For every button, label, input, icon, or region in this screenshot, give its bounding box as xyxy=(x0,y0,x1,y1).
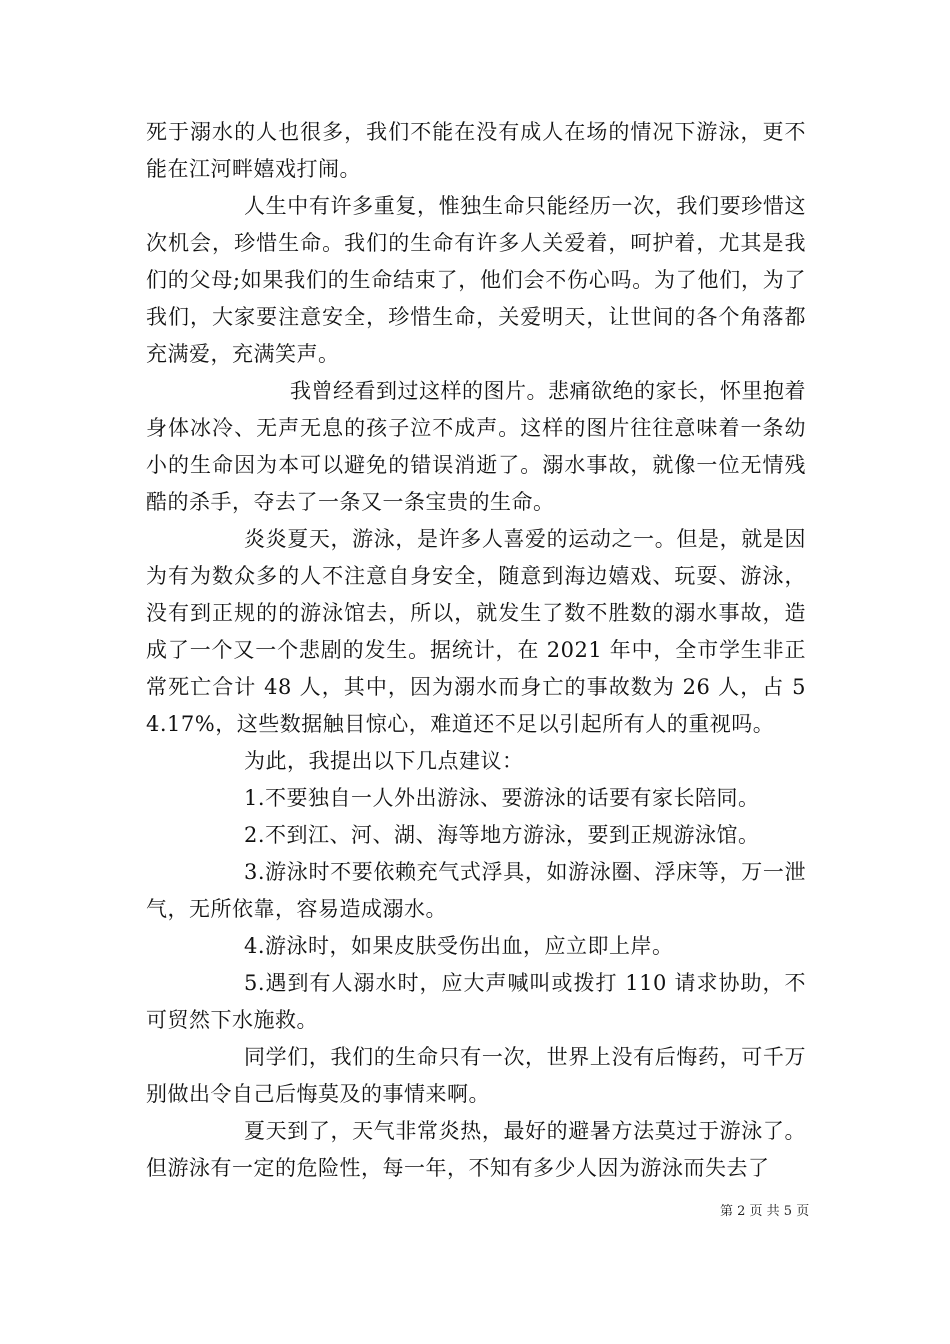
paragraph-7: 夏天到了，天气非常炎热，最好的避暑方法莫过于游泳了。但游泳有一定的危险性，每一年，不知有多少人因为游泳而失去了 xyxy=(146,1119,806,1180)
suggestion-5: 5.遇到有人溺水时，应大声喊叫或拨打 110 请求协助，不可贸然下水施救。 xyxy=(146,971,806,1032)
suggestion-3: 3.游泳时不要依赖充气式浮具，如游泳圈、浮床等，万一泄气，无所依靠，容易造成溺水。 xyxy=(146,860,806,921)
paragraph-3: 我曾经看到过这样的图片。悲痛欲绝的家长，怀里抱着身体冰冷、无声无息的孩子泣不成声。这样的图片往往意味着一条幼小的生命因为本可以避免的错误消逝了。溺水事故，就像一位无情残酷的杀手，夺去了一条又一条宝贵的生命。 xyxy=(146,379,806,514)
paragraph-5: 为此，我提出以下几点建议： xyxy=(244,749,524,773)
suggestion-4: 4.游泳时，如果皮肤受伤出血，应立即上岸。 xyxy=(244,934,674,958)
suggestion-1: 1.不要独自一人外出游泳、要游泳的话要有家长陪同。 xyxy=(244,786,760,810)
suggestion-2: 2.不到江、河、湖、海等地方游泳，要到正规游泳馆。 xyxy=(244,823,760,847)
document-body xyxy=(146,114,806,1187)
paragraph-4: 炎炎夏天，游泳，是许多人喜爱的运动之一。但是，就是因为有为数众多的人不注意自身安全，随意到海边嬉戏、玩耍、游泳，没有到正规的的游泳馆去，所以，就发生了数不胜数的溺水事故，造成了一个又一个悲剧的发生。据统计，在 2021 年中，全市学生非正常死亡合计 48 人，其中，因为溺水而身亡的事故数为 26 人，占 54.17%，这些数据触目惊心，难道还不足以引起所有人的重视吗。 xyxy=(146,527,806,736)
page-number: 第 2 页 共 5 页 xyxy=(720,1204,810,1219)
paragraph-2: 人生中有许多重复，惟独生命只能经历一次，我们要珍惜这次机会，珍惜生命。我们的生命有许多人关爱着，呵护着，尤其是我们的父母;如果我们的生命结束了，他们会不伤心吗。为了他们，为了我们，大家要注意安全，珍惜生命，关爱明天，让世间的各个角落都充满爱，充满笑声。 xyxy=(146,194,806,366)
paragraph-1: 死于溺水的人也很多，我们不能在没有成人在场的情况下游泳，更不能在江河畔嬉戏打闹。 xyxy=(146,120,806,181)
paragraph-6: 同学们，我们的生命只有一次，世界上没有后悔药，可千万别做出令自己后悔莫及的事情来啊。 xyxy=(146,1045,806,1106)
